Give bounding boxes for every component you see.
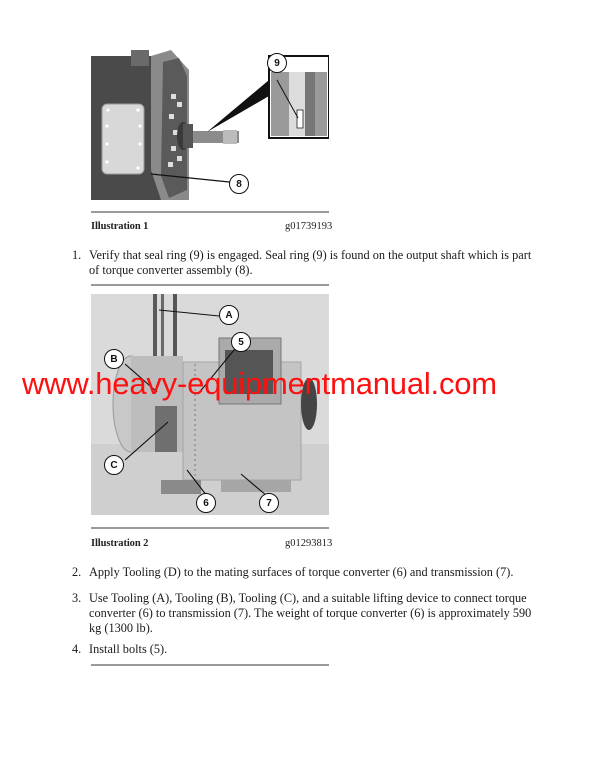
torque-converter-drawing xyxy=(91,50,329,200)
step-number: 4. xyxy=(72,642,82,656)
divider xyxy=(91,284,329,286)
step-number: 2. xyxy=(72,565,82,579)
step-text: Verify that seal ring (9) is engaged. Seal ring (9) is found on the output shaft which is part of torque converter assembly (8). xyxy=(89,248,532,277)
illustration-2-image xyxy=(91,294,329,515)
divider xyxy=(91,211,329,213)
illustration-1-caption: Illustration 1 xyxy=(91,221,149,232)
step-3 xyxy=(72,591,542,636)
step-text: Use Tooling (A), Tooling (B), Tooling (C), and a suitable lifting device to connect torque converter (6) to transmission (7). The weight of torque converter (6) is approximately 590 kg (1300 lb). xyxy=(89,591,532,635)
watermark: www.heavy-equipmentmanual.com xyxy=(22,366,497,401)
step-number: 1. xyxy=(72,248,82,262)
illustration-2-caption: Illustration 2 xyxy=(91,538,149,549)
callout-9: 9 xyxy=(267,53,287,73)
illustration-1-image xyxy=(91,50,329,200)
step-number: 3. xyxy=(72,591,82,605)
callout-b: B xyxy=(104,349,124,369)
step-4 xyxy=(72,642,542,657)
callout-8: 8 xyxy=(229,174,249,194)
callout-c: C xyxy=(104,455,124,475)
divider xyxy=(91,664,329,666)
callout-a: A xyxy=(219,305,239,325)
callout-6: 6 xyxy=(196,493,216,513)
step-2 xyxy=(72,565,542,580)
step-text: Install bolts (5). xyxy=(89,642,168,656)
callout-7: 7 xyxy=(259,493,279,513)
callout-5: 5 xyxy=(231,332,251,352)
step-text: Apply Tooling (D) to the mating surfaces of torque converter (6) and transmission (7). xyxy=(89,565,514,579)
torque-converter-transmission-photo xyxy=(91,294,329,515)
step-1 xyxy=(72,248,542,278)
divider xyxy=(91,527,329,529)
illustration-2-id: g01293813 xyxy=(285,538,333,549)
illustration-1-id: g01739193 xyxy=(285,221,333,232)
